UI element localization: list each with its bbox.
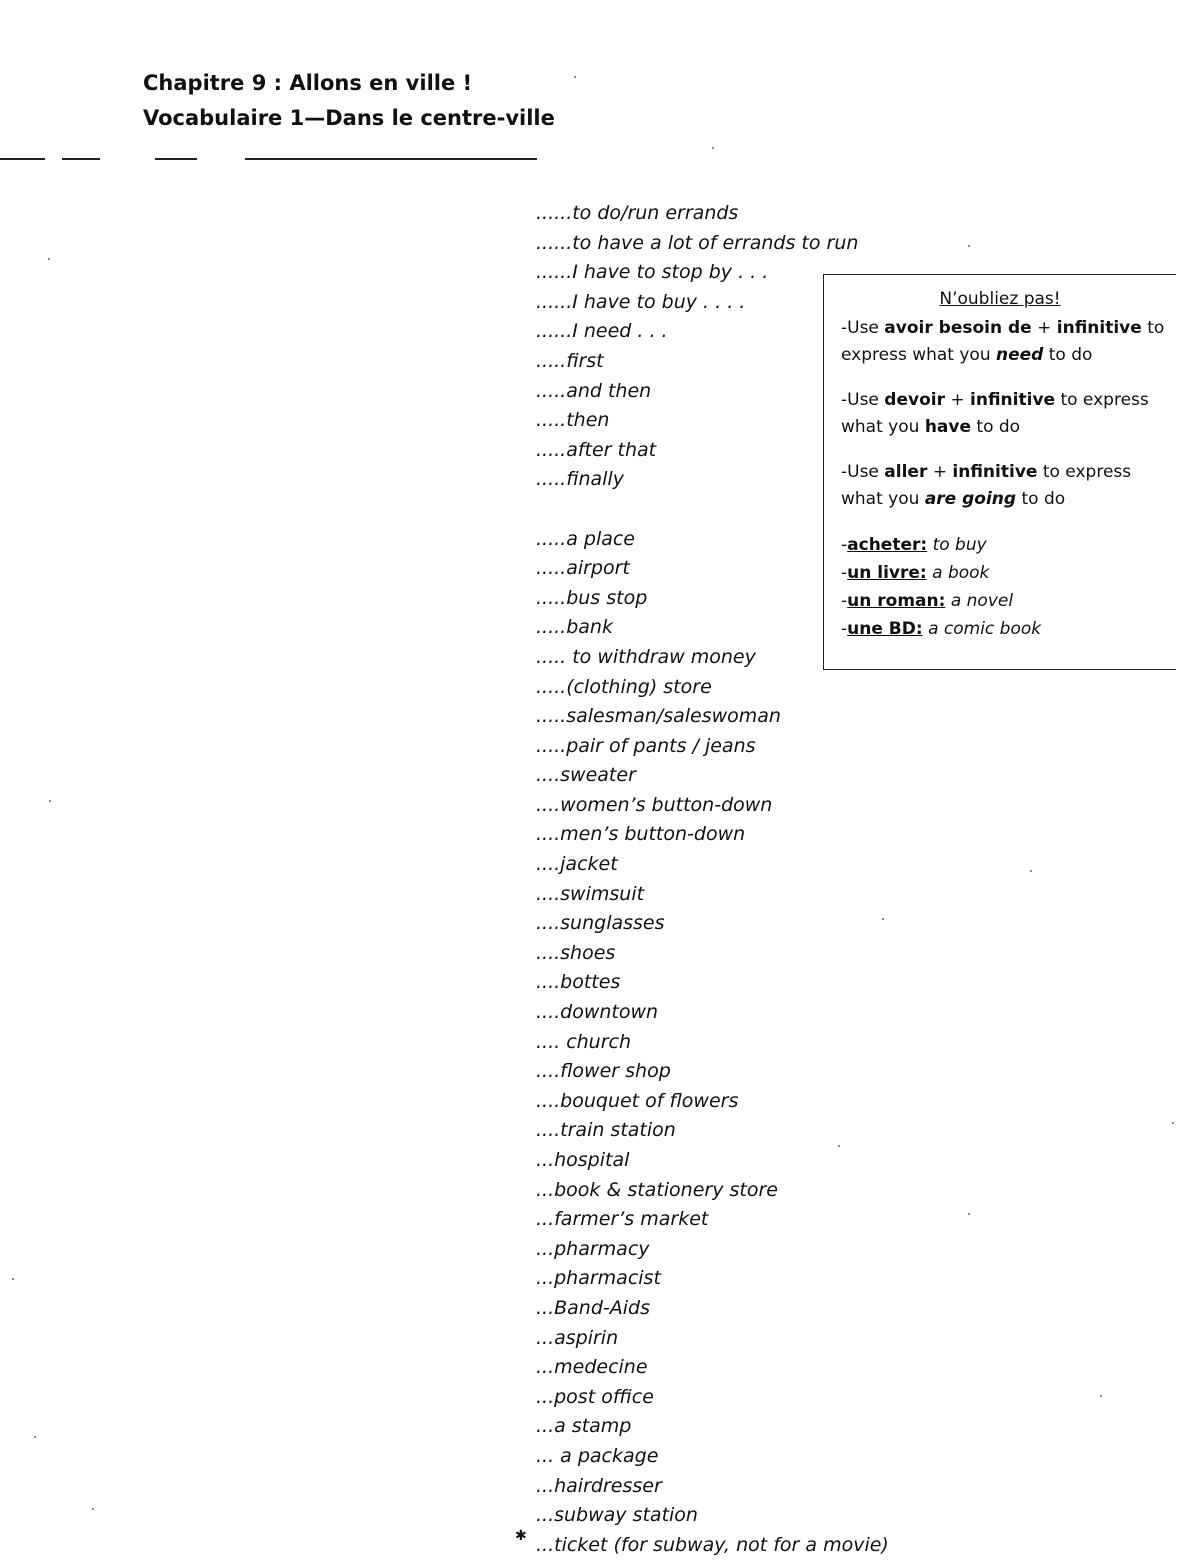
vocab-item: ....train station	[536, 1119, 676, 1142]
scan-speck	[574, 76, 576, 78]
page-subtitle: Vocabulaire 1—Dans le centre-ville	[143, 106, 555, 130]
vocab-item: ...hairdresser	[536, 1474, 662, 1497]
vocab-item: ...subway station	[536, 1504, 698, 1527]
glossary-item: -un livre: a book	[841, 563, 990, 583]
vocab-item: .....pair of pants / jeans	[536, 734, 756, 757]
scan-speck	[34, 1436, 36, 1438]
vocab-item: ....jacket	[536, 853, 618, 876]
scan-speck	[1030, 870, 1032, 872]
scan-speck	[1172, 1122, 1174, 1124]
vocab-item: ...book & stationery store	[536, 1178, 778, 1201]
grammar-rule: -Use aller + infinitive to express what you are going to do	[841, 462, 1132, 509]
vocab-item: ....shoes	[536, 941, 616, 964]
vocab-item: .....then	[536, 409, 610, 432]
vocab-item: ...hospital	[536, 1149, 630, 1171]
vocab-item: .....finally	[536, 468, 624, 491]
scan-mark: ✱	[515, 1527, 527, 1543]
vocab-item: .....bank	[536, 616, 613, 639]
scan-speck	[882, 918, 884, 920]
vocab-item: ...pharmacist	[536, 1267, 661, 1290]
title-underline	[245, 158, 537, 160]
glossary-item: -acheter: to buy	[841, 535, 987, 555]
glossary-item: -un roman: a novel	[841, 591, 1014, 611]
vocab-item: ...farmer’s market	[536, 1208, 709, 1231]
vocab-item: .....first	[536, 349, 604, 372]
vocab-item: .....salesman/saleswoman	[536, 705, 781, 728]
page-title: Chapitre 9 : Allons en ville !	[143, 71, 473, 95]
vocab-item: ...a stamp	[536, 1415, 632, 1438]
vocab-item: ....downtown	[536, 1001, 659, 1024]
vocab-item: ......I have to stop by . . .	[536, 261, 769, 284]
vocab-item: .....after that	[536, 438, 657, 461]
vocab-item: ...post office	[536, 1385, 654, 1408]
scan-speck	[1100, 1395, 1102, 1397]
vocab-item: .....a place	[536, 527, 635, 550]
title-underline	[0, 158, 45, 160]
scan-speck	[968, 1213, 970, 1215]
vocab-item: ..... to withdraw money	[536, 645, 756, 668]
reminder-box	[823, 274, 1176, 670]
reminder-title: N’oubliez pas!	[939, 289, 1061, 309]
scan-speck	[968, 245, 970, 247]
vocab-item: ...aspirin	[536, 1326, 619, 1349]
vocab-item: ....bottes	[536, 971, 621, 994]
scan-speck	[48, 258, 50, 260]
scan-speck	[712, 147, 714, 149]
scan-speck	[838, 1145, 840, 1147]
vocab-item: ...ticket (for subway, not for a movie)	[536, 1533, 889, 1556]
vocab-item: ......I need . . .	[536, 320, 668, 343]
grammar-rule: -Use devoir + infinitive to express what you have to do	[841, 390, 1149, 437]
vocab-item: ....sunglasses	[536, 912, 665, 935]
vocab-item: .....and then	[536, 379, 652, 402]
vocab-item: ......to do/run errands	[536, 202, 739, 224]
title-underline	[62, 158, 100, 160]
glossary-item: -une BD: a comic book	[841, 619, 1042, 639]
vocab-item: .... church	[536, 1030, 632, 1053]
vocab-item: ...Band-Aids	[536, 1296, 650, 1319]
vocab-item: ....bouquet of flowers	[536, 1089, 739, 1112]
vocab-item: .....(clothing) store	[536, 675, 712, 698]
vocab-item: ....women’s button-down	[536, 793, 773, 816]
scan-speck	[49, 800, 51, 802]
vocab-item: ...pharmacy	[536, 1237, 650, 1260]
vocab-item: ...medecine	[536, 1356, 648, 1379]
vocab-item: ....men’s button-down	[536, 823, 746, 846]
grammar-rule: -Use avoir besoin de + infinitive to express what you need to do	[841, 318, 1165, 365]
scan-speck	[92, 1508, 94, 1510]
vocab-item: ....flower shop	[536, 1060, 671, 1083]
scan-speck	[12, 1278, 14, 1280]
title-underline	[155, 158, 197, 160]
vocab-item: .....airport	[536, 557, 630, 580]
vocab-item: ... a package	[536, 1444, 659, 1467]
vocab-item: .....bus stop	[536, 586, 648, 609]
vocab-item: ....sweater	[536, 764, 636, 787]
vocab-item: ....swimsuit	[536, 882, 645, 905]
vocab-item: ......to have a lot of errands to run	[536, 231, 859, 254]
vocab-item: ......I have to buy . . . .	[536, 290, 746, 313]
